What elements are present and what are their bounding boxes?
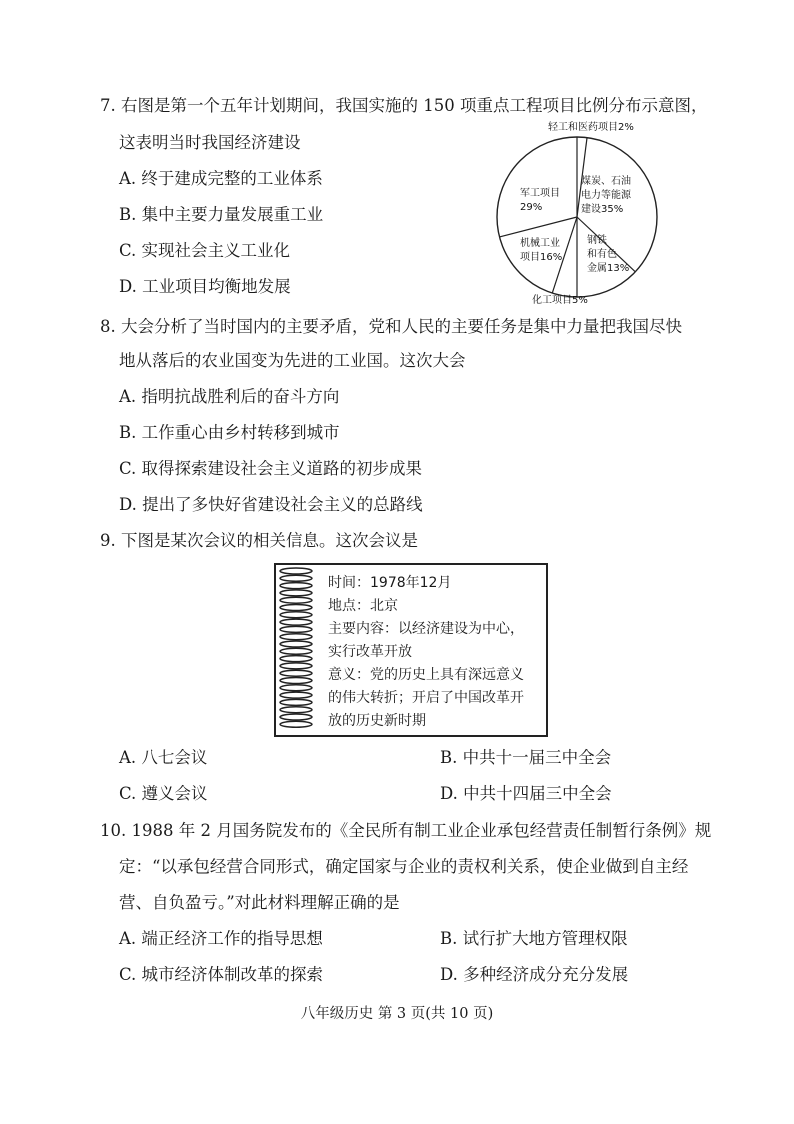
q10-stem-line2: 定：“以承包经营合同形式，确定国家与企业的责权利关系，使企业做到自主经: [119, 857, 689, 876]
spiral-ring: [280, 648, 312, 654]
pie-label-military-2: 29%: [520, 202, 543, 213]
spiral-ring: [280, 597, 312, 603]
spiral-ring: [280, 699, 312, 705]
spiral-ring: [280, 692, 312, 698]
q10-option-d: D. 多种经济成分充分发展: [440, 965, 629, 984]
spiral-ring: [280, 656, 312, 662]
spiral-ring: [280, 714, 312, 720]
project-distribution-pie-chart: [490, 118, 670, 308]
spiral-ring: [280, 641, 312, 647]
note-significance-1: 意义：党的历史上具有深远意义: [328, 667, 524, 683]
q10-option-b: B. 试行扩大地方管理权限: [440, 929, 628, 948]
q10-option-a: A. 端正经济工作的指导思想: [119, 929, 323, 948]
spiral-ring: [280, 590, 312, 596]
pie-label-machine-1: 机械工业: [520, 238, 560, 249]
note-content-2: 实行改革开放: [328, 644, 412, 660]
q7-stem-line2: 这表明当时我国经济建设: [119, 133, 301, 152]
q8-option-c: C. 取得探索建设社会主义道路的初步成果: [119, 459, 423, 478]
spiral-ring: [280, 685, 312, 691]
note-time: 时间：1978年12月: [328, 575, 452, 591]
pie-label-steel-3: 金属13%: [587, 263, 630, 274]
q8-option-a: A. 指明抗战胜利后的奋斗方向: [119, 387, 340, 406]
note-significance-3: 放的历史新时期: [328, 713, 426, 729]
spiral-ring: [280, 583, 312, 589]
q8-stem-line1: 8. 大会分析了当时国内的主要矛盾，党和人民的主要任务是集中力量把我国尽快: [100, 317, 682, 336]
pie-label-chemical: 化工项目5%: [532, 295, 588, 306]
q10-option-c: C. 城市经济体制改革的探索: [119, 965, 324, 984]
q8-option-b: B. 工作重心由乡村转移到城市: [119, 423, 340, 442]
pie-label-military-1: 军工项目: [520, 188, 560, 199]
spiral-ring: [280, 721, 312, 727]
q7-option-d: D. 工业项目均衡地发展: [119, 277, 291, 296]
q7-stem-line1: 7. 右图是第一个五年计划期间，我国实施的 150 项重点工程项目比例分布示意图，: [100, 96, 708, 115]
spiral-ring: [280, 707, 312, 713]
spiral-ring: [280, 626, 312, 632]
pie-label-energy-1: 煤炭、石油: [581, 176, 631, 187]
pie-label-energy-2: 电力等能源: [581, 190, 631, 201]
q9-option-b: B. 中共十一届三中全会: [440, 748, 612, 767]
q8-stem-line2: 地从落后的农业国变为先进的工业国。这次大会: [119, 351, 466, 370]
q7-option-a: A. 终于建成完整的工业体系: [119, 169, 323, 188]
spiral-ring: [280, 634, 312, 640]
spiral-ring: [280, 619, 312, 625]
pie-label-light-industry: 轻工和医药项目2%: [548, 122, 634, 133]
q8-option-d: D. 提出了多快好省建设社会主义的总路线: [119, 495, 423, 514]
q7-option-b: B. 集中主要力量发展重工业: [119, 205, 324, 224]
spiral-ring: [280, 612, 312, 618]
pie-label-machine-2: 项目16%: [520, 252, 563, 263]
pie-label-energy-3: 建设35%: [581, 204, 624, 215]
spiral-ring: [280, 670, 312, 676]
note-content-1: 主要内容：以经济建设为中心，: [328, 621, 524, 637]
spiral-ring: [280, 575, 312, 581]
note-significance-2: 的伟大转折；开启了中国改革开: [328, 690, 524, 706]
q9-stem: 9. 下图是某次会议的相关信息。这次会议是: [100, 531, 418, 550]
spiral-ring: [280, 678, 312, 684]
q9-option-a: A. 八七会议: [119, 748, 208, 767]
pie-label-steel-1: 钢铁: [587, 235, 607, 246]
notebook-spiral-icon: [276, 566, 324, 732]
q10-stem-line3: 营、自负盈亏。”对此材料理解正确的是: [119, 893, 400, 912]
page-footer: 八年级历史 第 3 页(共 10 页): [300, 1006, 494, 1022]
q7-option-c: C. 实现社会主义工业化: [119, 241, 291, 260]
spiral-ring: [280, 568, 312, 574]
pie-label-steel-2: 和有色: [587, 249, 617, 260]
spiral-ring: [280, 663, 312, 669]
q10-stem-line1: 10. 1988 年 2 月国务院发布的《全民所有制工业企业承包经营责任制暂行条例》规: [100, 821, 712, 840]
q9-option-d: D. 中共十四届三中全会: [440, 784, 612, 803]
note-place: 地点：北京: [328, 598, 398, 614]
q9-option-c: C. 遵义会议: [119, 784, 208, 803]
spiral-ring: [280, 605, 312, 611]
